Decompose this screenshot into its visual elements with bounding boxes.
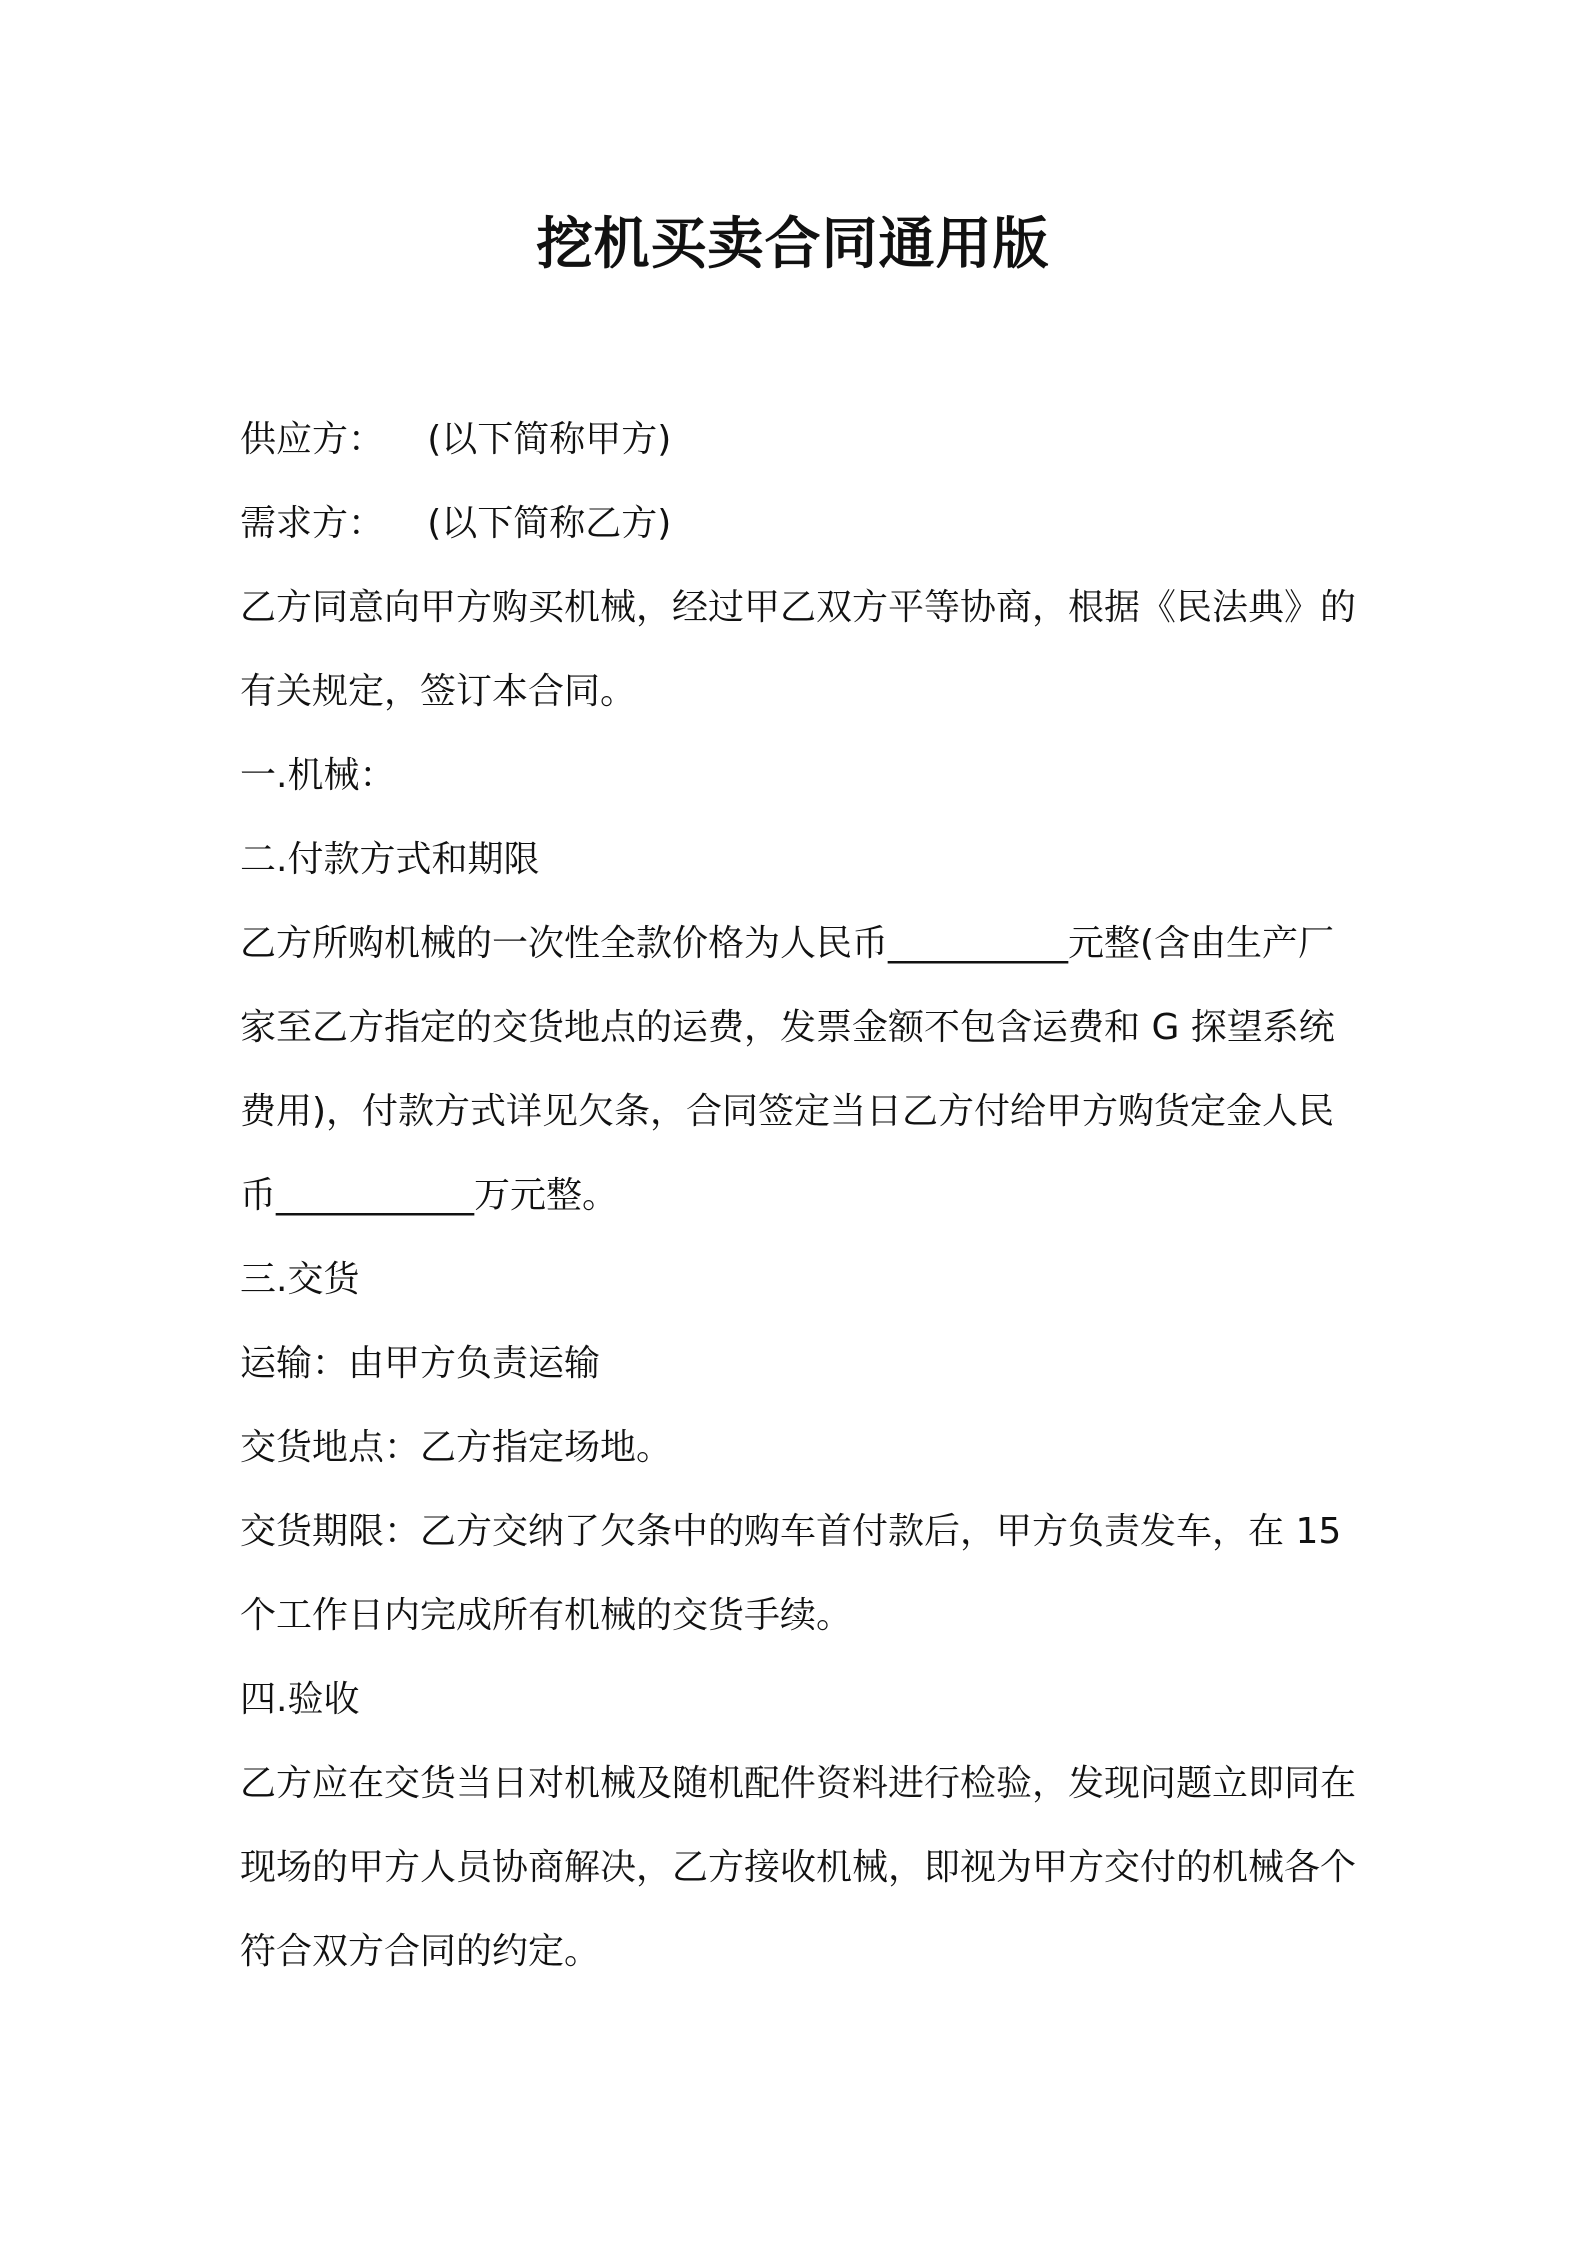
delivery-term-paragraph: 交货期限：乙方交纳了欠条中的购车首付款后，甲方负责发车，在 15 个工作日内完成所有机械的交货手续。 bbox=[240, 1511, 1342, 1636]
delivery-place-line: 交货地点：乙方指定场地。 bbox=[240, 1427, 673, 1468]
section3-heading: 三.交货 bbox=[240, 1259, 360, 1300]
buyer-line bbox=[240, 482, 1365, 566]
section2-paragraph: 乙方所购机械的一次性全款价格为人民币__________元整(含由生产厂家至乙方指定的交货地点的运费，发票金额不包含运费和 G 探望系统费用)，付款方式详见欠条，合同签定当日乙方付给甲方购货定金人民币___________万元整。 bbox=[240, 923, 1335, 1216]
section1-heading: 一.机械： bbox=[240, 755, 396, 796]
section2-heading: 二.付款方式和期限 bbox=[240, 839, 540, 880]
document-body bbox=[240, 398, 1365, 1994]
section4-heading: 四.验收 bbox=[240, 1679, 360, 1720]
intro-paragraph: 乙方同意向甲方购买机械，经过甲乙双方平等协商，根据《民法典》的有关规定，签订本合同。 bbox=[240, 587, 1357, 712]
buyer-label: 需求方： bbox=[240, 503, 385, 544]
document-title: 挖机买卖合同通用版 bbox=[536, 212, 1050, 277]
supplier-line bbox=[240, 398, 1365, 482]
supplier-note: (以下简称甲方) bbox=[427, 419, 672, 460]
section4-paragraph: 乙方应在交货当日对机械及随机配件资料进行检验，发现问题立即同在现场的甲方人员协商解决，乙方接收机械，即视为甲方交付的机械各个符合双方合同的约定。 bbox=[240, 1763, 1357, 1972]
supplier-label: 供应方： bbox=[240, 419, 385, 460]
buyer-note: (以下简称乙方) bbox=[427, 503, 672, 544]
transport-line: 运输：由甲方负责运输 bbox=[240, 1343, 601, 1384]
